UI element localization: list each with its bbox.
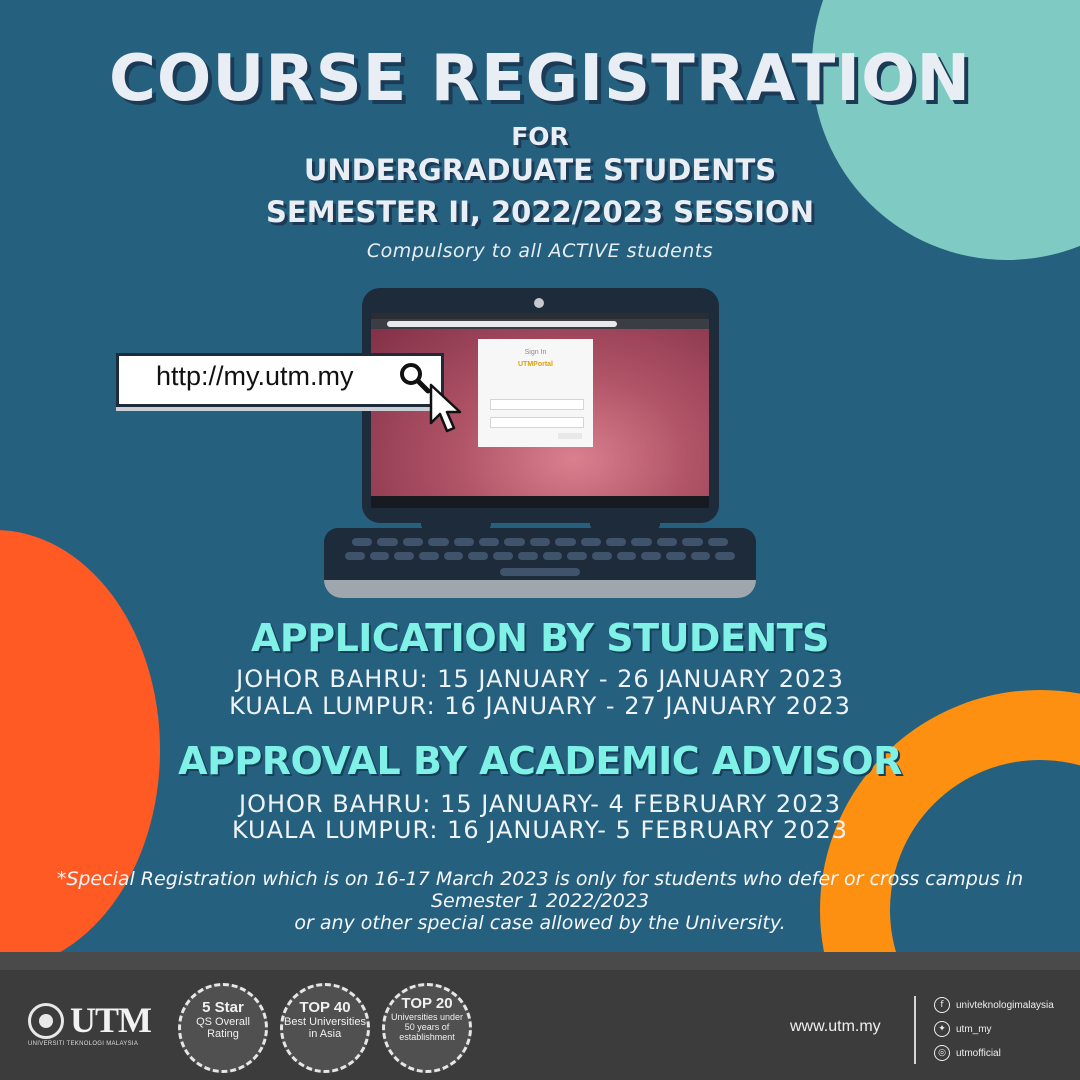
login-button: [558, 433, 582, 439]
search-icon: [398, 361, 432, 395]
compulsory-note: Compulsory to all ACTIVE students: [366, 240, 714, 262]
social-facebook[interactable]: [934, 996, 1054, 1014]
instagram-handle: utmofficial: [956, 1047, 1001, 1059]
website-link[interactable]: www.utm.my: [790, 1018, 881, 1035]
laptop-base-edge: [324, 580, 756, 598]
approval-kl-dates: KUALA LUMPUR: 16 JANUARY- 5 FEBRUARY 2023: [231, 816, 849, 844]
browser-address-bar: [387, 321, 617, 327]
keyboard-row: [352, 538, 728, 546]
keyboard-row: [345, 552, 735, 560]
twitter-icon: ✦: [934, 1021, 950, 1037]
badge-title: TOP 40: [299, 999, 351, 1016]
badge-title: 5 Star: [202, 999, 244, 1016]
utm-logo[interactable]: [28, 1000, 158, 1049]
twitter-handle: utm_my: [956, 1023, 992, 1035]
badge-top20-young: [382, 983, 472, 1073]
note-line-2: Semester 1 2022/2023: [430, 890, 650, 912]
signin-card: [478, 339, 593, 447]
badge-title: TOP 20: [401, 995, 453, 1012]
facebook-icon: f: [934, 997, 950, 1013]
facebook-handle: univteknologimalaysia: [956, 999, 1054, 1011]
utm-emblem-icon: [28, 1003, 64, 1039]
badge-text: Universities under 50 years of establishment: [390, 1012, 464, 1042]
laptop-screen: [371, 313, 709, 508]
username-field: [490, 399, 584, 410]
subtitle-for: FOR: [511, 122, 569, 151]
approval-title: APPROVAL BY ACADEMIC ADVISOR: [178, 739, 902, 783]
badge-text: QS Overall Rating: [196, 1016, 250, 1040]
badge-top40-asia: [280, 983, 370, 1073]
social-instagram[interactable]: [934, 1044, 1001, 1062]
application-kl-dates: KUALA LUMPUR: 16 JANUARY - 27 JANUARY 2023: [229, 692, 851, 720]
footer: [0, 970, 1080, 1080]
keyboard-spacebar: [500, 568, 580, 576]
note-line-1: *Special Registration which is on 16-17 March 2023 is only for students who defer or cross campus in: [56, 868, 1024, 890]
footer-divider: [914, 996, 916, 1064]
note-line-3: or any other special case allowed by the University.: [294, 912, 786, 934]
taskbar: [371, 496, 709, 508]
application-johor-dates: JOHOR BAHRU: 15 JANUARY - 26 JANUARY 2023: [236, 665, 844, 693]
mouse-cursor-icon: [428, 383, 464, 435]
application-title: APPLICATION BY STUDENTS: [250, 616, 830, 660]
badge-qs-rating: [178, 983, 268, 1073]
footer-band: [0, 952, 1080, 970]
approval-johor-dates: JOHOR BAHRU: 15 JANUARY- 4 FEBRUARY 2023: [238, 790, 842, 818]
badge-text: Best Universities in Asia: [284, 1016, 366, 1040]
utm-logo-subtext: UNIVERSITI TEKNOLOGI MALAYSIA: [28, 1041, 139, 1047]
subtitle-audience: UNDERGRADUATE STUDENTS: [303, 153, 777, 187]
utm-logo-text: UTM: [70, 1000, 151, 1040]
portal-logo: UTMPortal: [518, 361, 553, 368]
page-title: COURSE REGISTRATION: [108, 42, 972, 116]
instagram-icon: ◎: [934, 1045, 950, 1061]
social-twitter[interactable]: [934, 1020, 992, 1038]
portal-url: http://my.utm.my: [156, 361, 354, 391]
laptop-camera: [534, 298, 544, 308]
signin-title: Sign In: [524, 349, 547, 356]
special-registration-note: [0, 868, 1080, 934]
password-field: [490, 417, 584, 428]
subtitle-session: SEMESTER II, 2022/2023 SESSION: [266, 195, 814, 229]
